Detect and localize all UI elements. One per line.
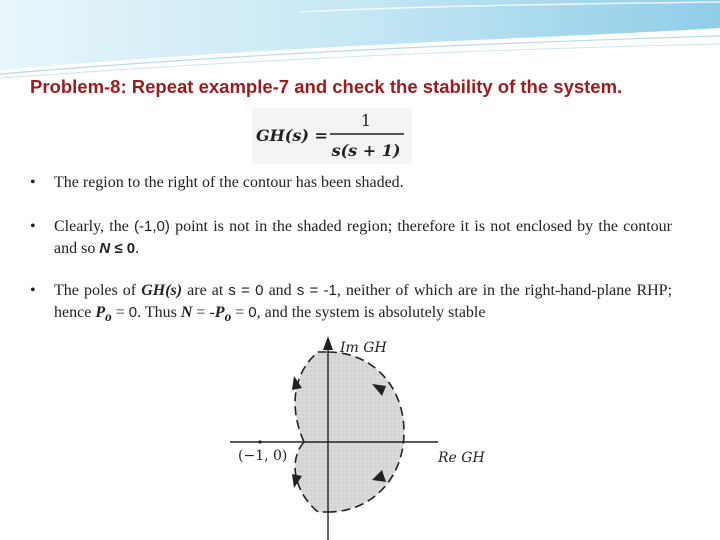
transfer-function-formula [252,108,412,164]
formula-denominator: s(s + 1) [331,141,401,160]
bullet-text-n: = - [192,304,215,321]
nyquist-plot [222,330,498,540]
critical-point-marker [258,440,261,443]
encirclement-value: ≤ 0 [110,240,136,257]
critical-point-label: (−1, 0) [238,448,288,464]
point-coordinates: (-1,0) [134,218,170,235]
p-symbol: P [214,304,225,321]
poles-value: 0 [128,304,138,321]
formula-lhs: GH(s) = [256,126,328,145]
poles-subscript: o [105,309,112,325]
bullet-marker: • [30,174,36,191]
gh-symbol: GH(s) [141,282,183,299]
bullet-text-e: and [263,282,297,299]
bullet-text-a: The poles of [54,282,142,299]
real-axis-label: Re GH [438,450,485,466]
poles-symbol: P [95,304,106,321]
bullet-text [54,280,672,328]
header-wave-fill [0,0,720,70]
bullet-text-q: = [231,304,249,321]
bullet-text-s: , and the system is absolutely stable [256,304,486,321]
bullet-marker: • [30,282,36,299]
bullet-text [54,216,672,260]
pole-minus-one: s = -1 [296,282,337,299]
n-symbol: N [180,304,193,321]
pole-zero: s = 0 [228,282,264,299]
slide-title: Problem-8: Repeat example-7 and check the stability of the system. [30,76,623,97]
bullet-text-l: . Thus [137,304,181,321]
n-value: 0 [248,304,257,321]
bullet-marker: • [30,218,36,235]
bullet-text-j: = [111,304,129,321]
p-subscript: o [224,309,232,325]
formula-numerator: 1 [360,111,372,130]
bullet-text-c: point is not in the shaded region; therefore it is not enclosed by the contour and so [54,218,673,257]
bullet-text: The region to the right of the contour has been shaded. [54,174,404,191]
bullet-text-f: . [135,240,140,257]
imaginary-axis-label: Im GH [340,340,387,356]
header-wave-band [0,0,720,80]
encirclement-symbol: N [99,240,111,257]
bullet-text-c: are at [182,282,229,299]
bullet-text-g: , neither of which are in the right-hand-plane RHP; hence [54,282,673,321]
bullet-text-a: Clearly, the [54,218,135,235]
